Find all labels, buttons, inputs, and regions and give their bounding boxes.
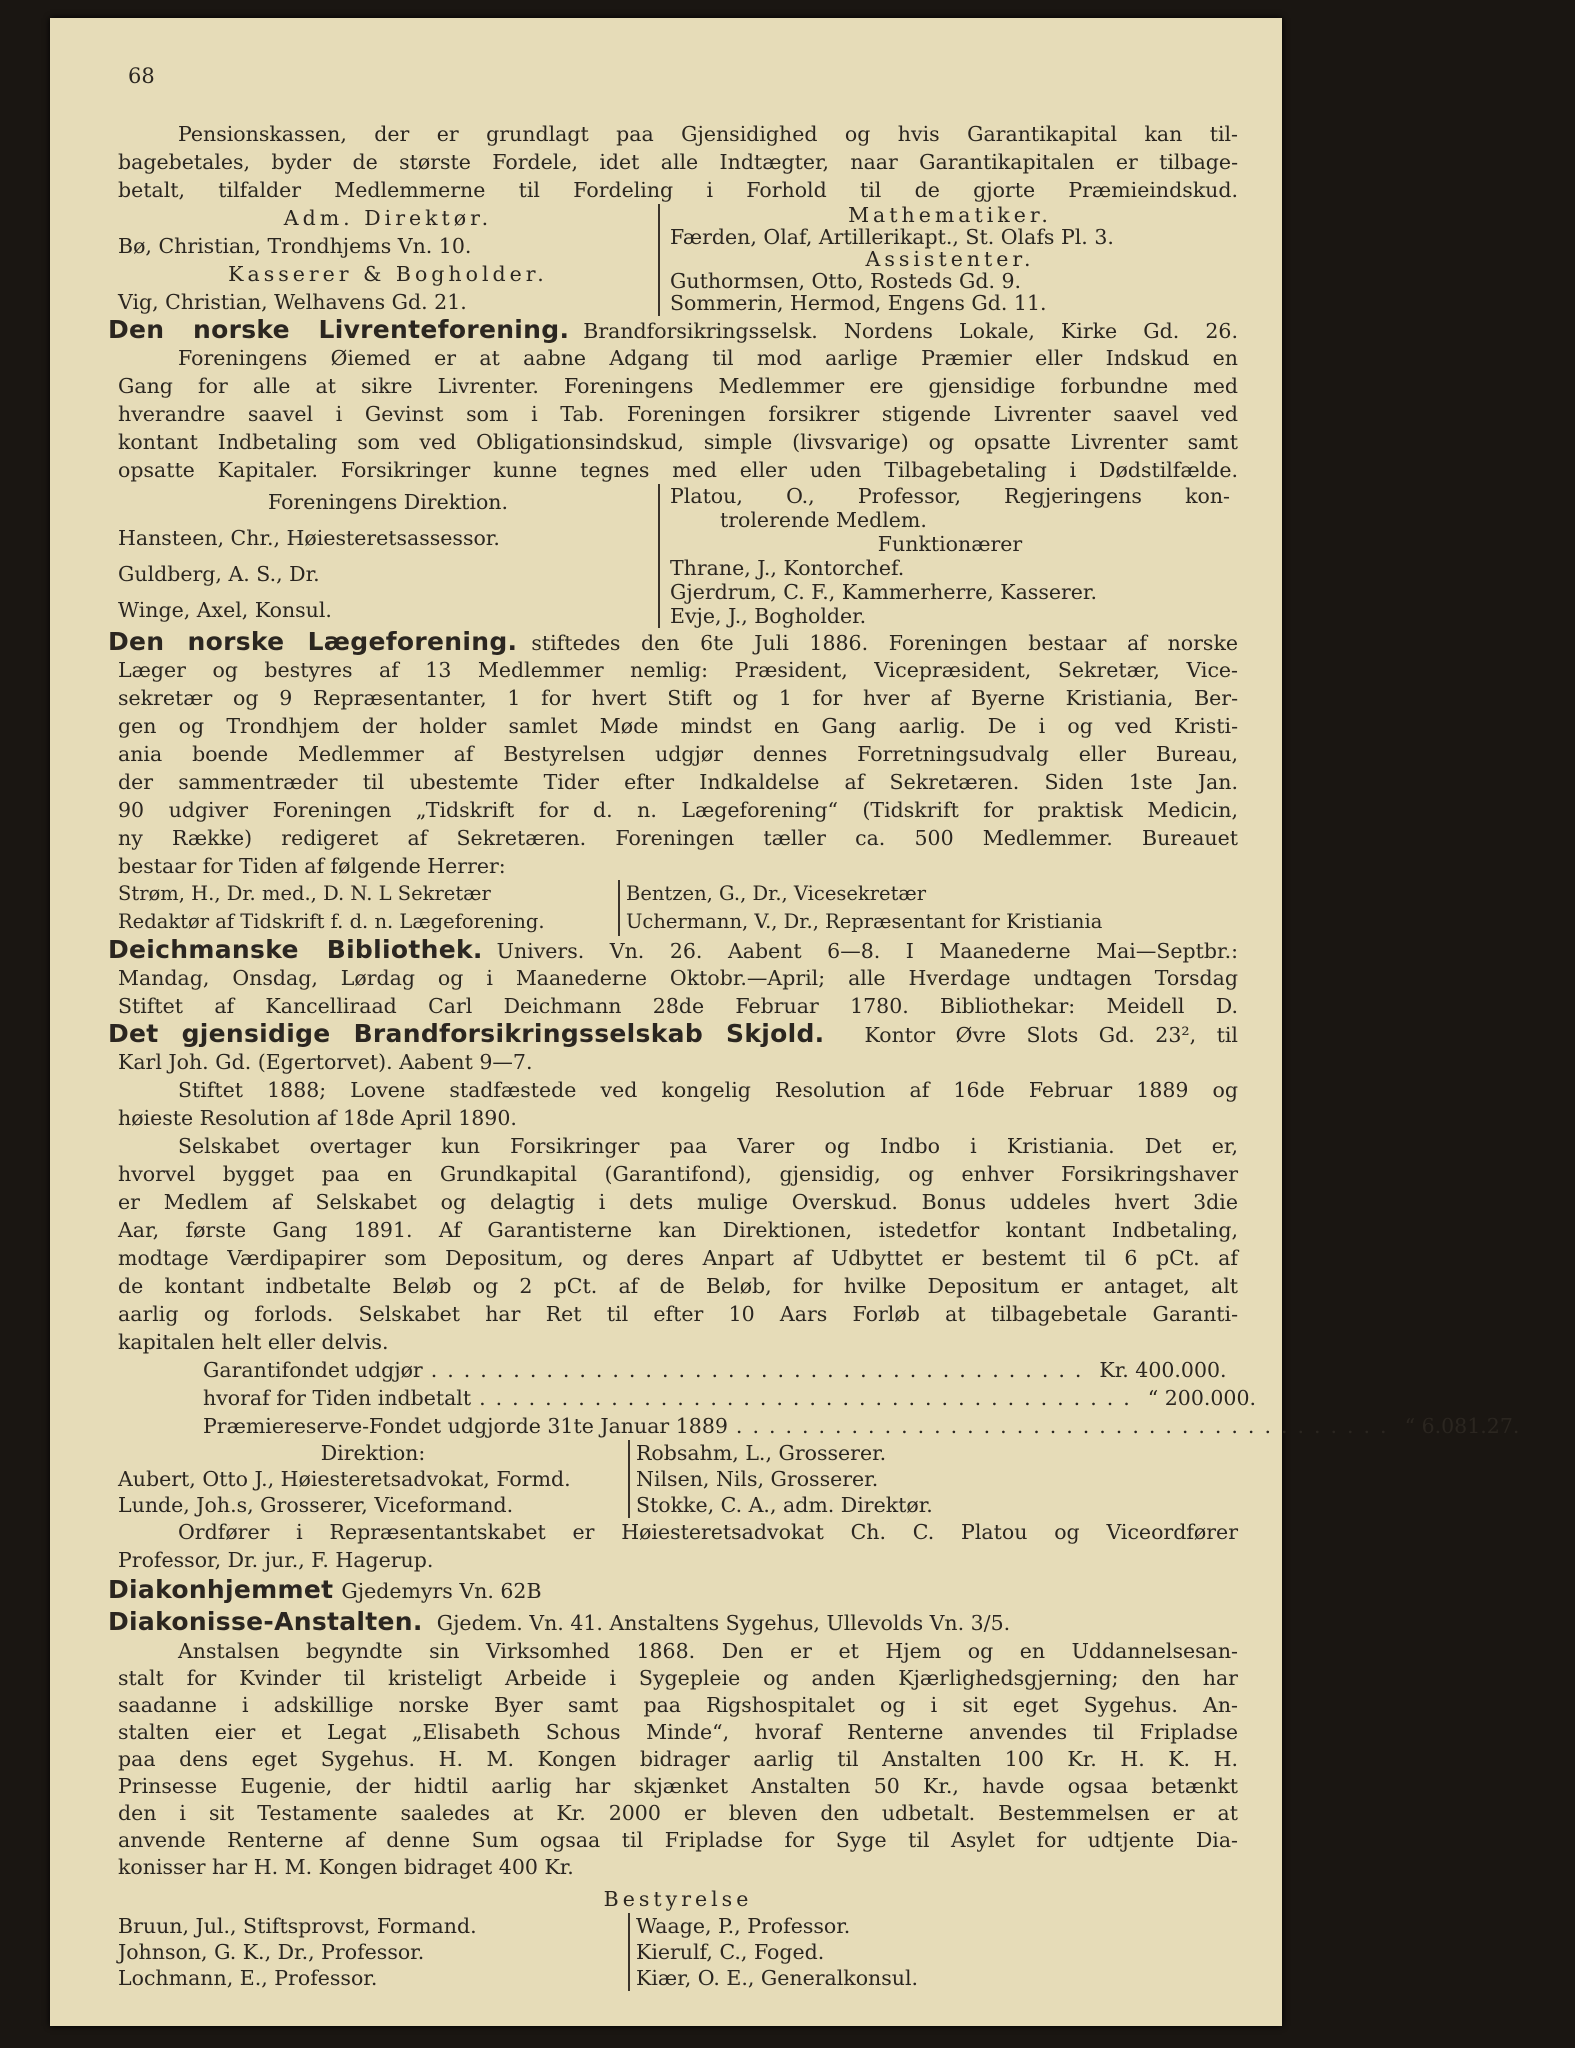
text-line: stalt for Kvinder til kristeligt Arbeide i Sygepleie og anden Kjærlighedsgjerning; den har xyxy=(118,1666,1238,1690)
text-line: Foreningens Øiemed er at aabne Adgang til mod aarlige Præmier eller Indskud en xyxy=(178,346,1238,370)
entry-heading: Diakonisse-Anstalten. xyxy=(108,1607,423,1636)
text-line: kapitalen helt eller delvis. xyxy=(118,1330,389,1354)
text-line: Aar, første Gang 1891. Af Garantisterne kan Direktionen, istedetfor kontant Indbetaling, xyxy=(118,1218,1238,1242)
staff-entry: Kierulf, C., Foged. xyxy=(636,1940,825,1964)
text-line: anvende Renterne af denne Sum ogsaa til Fripladse for Syge til Asylet for udtjente Dia- xyxy=(118,1828,1238,1852)
text-line: kontant Indbetaling som ved Obligationsindskud, simple (livsvarige) og opsatte Livrenter samt xyxy=(118,430,1238,454)
staff-entry: Redaktør af Tidskrift f. d. n. Lægeforening. xyxy=(118,910,545,933)
entry-heading: Diakonhjemmet xyxy=(108,1575,334,1604)
staff-entry: Kiær, O. E., Generalkonsul. xyxy=(636,1966,919,1990)
staff-entry: Vig, Christian, Welhavens Gd. 21. xyxy=(118,290,467,314)
text-line: opsatte Kapitaler. Forsikringer kunne tegnes med eller uden Tilbagebetaling i Dødstilfælde. xyxy=(118,458,1238,482)
staff-entry: Winge, Axel, Konsul. xyxy=(118,598,332,622)
text-line: Stiftet 1888; Lovene stadfæstede ved kongelig Resolution af 16de Februar 1889 og xyxy=(178,1078,1238,1102)
amount-row: Garantifondet udgjør ........................................ Kr. 400.000. xyxy=(203,1358,1227,1382)
staff-entry: Lochmann, E., Professor. xyxy=(118,1966,378,1990)
text-line: Selskabet overtager kun Forsikringer paa Varer og Indbo i Kristiania. Det er, xyxy=(178,1134,1238,1158)
entry-heading: Det gjensidige Brandforsikringsselskab Skjold. xyxy=(108,1019,825,1048)
text-line: bagebetales, byder de største Fordele, idet alle Indtægter, naar Garantikapitalen er tilbage- xyxy=(118,150,1238,174)
staff-entry: Bentzen, G., Dr., Vicesekretær xyxy=(626,882,927,905)
staff-entry: Strøm, H., Dr. med., D. N. L Sekretær xyxy=(118,882,491,905)
page-content xyxy=(108,120,1520,1991)
staff-entry: trolerende Medlem. xyxy=(720,508,927,532)
text-line: konisser har H. M. Kongen bidraget 400 Kr. xyxy=(118,1855,574,1879)
text-line: sekretær og 9 Repræsentanter, 1 for hvert Stift og 1 for hver af Byerne Kristiania, Ber- xyxy=(118,686,1238,710)
text-line: Læger og bestyres af 13 Medlemmer nemlig: Præsident, Vicepræsident, Sekretær, Vice- xyxy=(118,658,1238,682)
staff-columns xyxy=(118,1440,1238,1518)
staff-entry: Aubert, Otto J., Høiesteretsadvokat, Formd. xyxy=(118,1467,571,1491)
text-line: Pensionskassen, der er grundlagt paa Gjensidighed og hvis Garantikapital kan til- xyxy=(178,122,1238,146)
staff-entry: Stokke, C. A., adm. Direktør. xyxy=(636,1493,933,1517)
role-heading: Mathematiker. xyxy=(848,203,1052,227)
text-line: betalt, tilfalder Medlemmerne til Fordeling i Forhold til de gjorte Præmieindskud. xyxy=(118,178,1238,202)
staff-entry: Guldberg, A. S., Dr. xyxy=(118,562,320,586)
text-line: høieste Resolution af 18de April 1890. xyxy=(118,1106,517,1130)
text-line: Gang for alle at sikre Livrenter. Foreningens Medlemmer ere gjensidige forbundne med xyxy=(118,374,1238,398)
text-line: den i sit Testamente saaledes at Kr. 2000 er bleven den udbetalt. Bestemmelsen er at xyxy=(118,1801,1238,1825)
text-line: de kontant indbetalte Beløb og 2 pCt. af de Beløb, for hvilke Depositum er antaget, alt xyxy=(118,1274,1238,1298)
entry-heading-line: Diakonhjemmet Gjedemyrs Vn. 62B xyxy=(108,1575,542,1604)
text-line: Anstalsen begyndte sin Virksomhed 1868. Den er et Hjem og en Uddannelsesan- xyxy=(178,1639,1238,1663)
staff-entry: Evje, J., Bogholder. xyxy=(670,604,867,628)
text-line: gen og Trondhjem der holder samlet Møde mindst en Gang aarlig. De i og ved Kristi- xyxy=(118,714,1238,738)
role-heading: Foreningens Direktion. xyxy=(267,490,509,514)
text-line: ania boende Medlemmer af Bestyrelsen udgjør dennes Forretningsudvalg eller Bureau, xyxy=(118,742,1238,766)
text-line: Karl Joh. Gd. (Egertorvet). Aabent 9—7. xyxy=(118,1050,533,1074)
amount-row: hvoraf for Tiden indbetalt ........................................ “ 200.000. xyxy=(203,1386,1257,1410)
staff-entry: Gjerdrum, C. F., Kammerherre, Kasserer. xyxy=(670,580,1097,604)
role-heading: Funktionærer xyxy=(877,532,1023,556)
text-line: paa dens eget Sygehus. H. M. Kongen bidrager aarlig til Anstalten 100 Kr. H. K. H. xyxy=(118,1747,1238,1771)
text-line: hvorvel bygget paa en Grundkapital (Garantifond), gjensidig, og enhver Forsikringshaver xyxy=(118,1162,1238,1186)
staff-entry: Waage, P., Professor. xyxy=(636,1914,851,1938)
entry-heading-line: Deichmanske Bibliothek. Univers. Vn. 26. Aabent 6—8. I Maanederne Mai—Septbr.: xyxy=(108,935,1238,964)
entry-heading: Den norske Lægeforening. xyxy=(108,627,518,656)
staff-entry: Thrane, J., Kontorchef. xyxy=(670,556,905,580)
text-line: modtage Værdipapirer som Depositum, og deres Anpart af Udbyttet er bestemt til 6 pCt. af xyxy=(118,1246,1238,1270)
staff-entry: Johnson, G. K., Dr., Professor. xyxy=(118,1940,425,1964)
staff-entry: Guthormsen, Otto, Rosteds Gd. 9. xyxy=(670,269,1022,293)
text-line: Professor, Dr. jur., F. Hagerup. xyxy=(118,1548,434,1572)
text-line: hverandre saavel i Gevinst som i Tab. Foreningen forsikrer stigende Livrenter saavel ved xyxy=(118,402,1238,426)
staff-entry: Bø, Christian, Trondhjems Vn. 10. xyxy=(118,234,472,258)
text-line: saadanne i adskillige norske Byer samt paa Rigshospitalet og i sit eget Sygehus. An- xyxy=(118,1693,1238,1717)
text-line: Prinsesse Eugenie, der hidtil aarlig har skjænket Anstalten 50 Kr., havde ogsaa betænkt xyxy=(118,1774,1238,1798)
staff-columns xyxy=(118,880,1238,936)
text-line: Stiftet af Kancelliraad Carl Deichmann 28de Februar 1780. Bibliothekar: Meidell D. xyxy=(118,994,1238,1018)
entry-heading-line: Den norske Lægeforening. stiftedes den 6te Juli 1886. Foreningen bestaar af norske xyxy=(108,627,1238,656)
staff-entry: Sommerin, Hermod, Engens Gd. 11. xyxy=(670,291,1047,315)
text-line: bestaar for Tiden af følgende Herrer: xyxy=(118,854,506,878)
role-heading: Assistenter. xyxy=(865,247,1035,271)
staff-columns xyxy=(118,204,1238,316)
staff-entry: Uchermann, V., Dr., Repræsentant for Kristiania xyxy=(626,910,1103,933)
staff-columns xyxy=(118,1913,1238,1991)
staff-entry: Bruun, Jul., Stiftsprovst, Formand. xyxy=(118,1914,477,1938)
entry-heading-line: Det gjensidige Brandforsikringsselskab Skjold. Kontor Øvre Slots Gd. 23², til xyxy=(108,1019,1238,1048)
staff-entry: Nilsen, Nils, Grosserer. xyxy=(636,1467,879,1491)
text-line: stalten eier et Legat „Elisabeth Schous Minde“, hvoraf Renterne anvendes til Fripladse xyxy=(118,1720,1238,1744)
role-heading: Bestyrelse xyxy=(603,1887,753,1911)
role-heading: Kasserer & Bogholder. xyxy=(228,262,548,286)
staff-entry: Færden, Olaf, Artillerikapt., St. Olafs Pl. 3. xyxy=(670,225,1114,249)
text-line: 90 udgiver Foreningen „Tidskrift for d. n. Lægeforening“ (Tidskrift for praktisk Medicin, xyxy=(118,798,1238,822)
amount-row: Præmiereserve-Fondet udgjorde 31te Januar 1889 ........................................ “ 6.081.27. xyxy=(203,1414,1520,1438)
text-line: aarlig og forlods. Selskabet har Ret til efter 10 Aars Forløb at tilbagebetale Garanti- xyxy=(118,1302,1238,1326)
text-line: der sammentræder til ubestemte Tider efter Indkaldelse af Sekretæren. Siden 1ste Jan. xyxy=(118,770,1238,794)
entry-heading-line: Diakonisse-Anstalten. Gjedem. Vn. 41. Anstaltens Sygehus, Ullevolds Vn. 3/5. xyxy=(108,1607,1011,1636)
entry-heading-line: Den norske Livrenteforening. Brandforsikringsselsk. Nordens Lokale, Kirke Gd. 26. xyxy=(108,315,1238,344)
text-line: er Medlem af Selskabet og delagtig i dets mulige Overskud. Bonus uddeles hvert 3die xyxy=(118,1190,1238,1214)
staff-entry: Lunde, Joh.s, Grosserer, Viceformand. xyxy=(118,1493,514,1517)
text-line: Mandag, Onsdag, Lørdag og i Maanederne Oktobr.—April; alle Hverdage undtagen Torsdag xyxy=(118,966,1238,990)
entry-heading: Den norske Livrenteforening. xyxy=(108,315,570,344)
text-line: ny Række) redigeret af Sekretæren. Foreningen tæller ca. 500 Medlemmer. Bureauet xyxy=(118,826,1238,850)
entry-heading: Deichmanske Bibliothek. xyxy=(108,935,483,964)
role-heading: Adm. Direktør. xyxy=(283,206,493,230)
text-line: Ordfører i Repræsentantskabet er Høiesteretsadvokat Ch. C. Platou og Viceordfører xyxy=(178,1520,1238,1544)
staff-entry: Robsahm, L., Grosserer. xyxy=(636,1441,887,1465)
staff-entry: Hansteen, Chr., Høiesteretsassessor. xyxy=(118,526,500,550)
role-heading: Direktion: xyxy=(320,1441,426,1465)
staff-columns xyxy=(118,484,1238,628)
staff-entry: Platou, O., Professor, Regjeringens kon- xyxy=(670,484,1230,508)
page-number: 68 xyxy=(128,64,155,88)
